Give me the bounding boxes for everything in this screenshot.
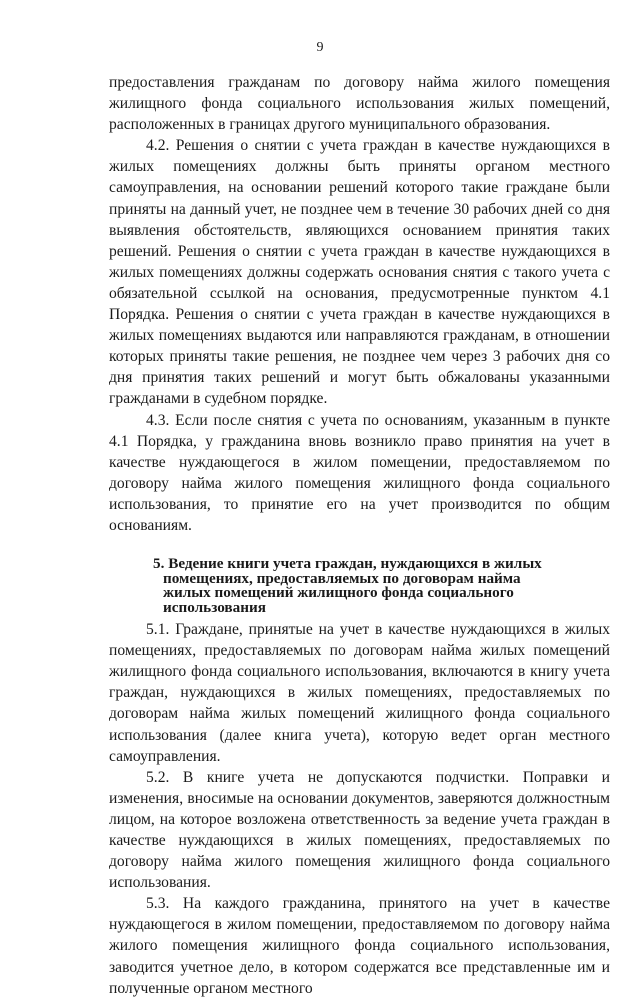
document-body — [109, 72, 610, 999]
paragraph-4-3: 4.3. Если после снятия с учета по основаниям, указанным в пункте 4.1 Порядка, у гражданина вновь возникло право принятия на учет в качестве нуждающегося в жилом помещении, предоставляемом по договору найма жилого помещения жилищного фонда социального использования, то принятие его на учет производится по общим основаниям. — [109, 411, 610, 534]
page-number: 9 — [316, 40, 324, 55]
section-5-heading: 5. Ведение книги учета граждан, нуждающихся в жилых помещениях, предоставляемых по договорам найма жилых помещений жилищного фонда социального использования — [153, 555, 542, 616]
paragraph-continuation: предоставления гражданам по договору найма жилого помещения жилищного фонда социального использования жилых помещений, расположенных в границах другого муниципального образования. — [109, 74, 610, 134]
paragraph-5-3: 5.3. На каждого гражданина, принятого на учет в качестве нуждающегося в жилом помещении, предоставляемом по договору найма жилого помещения жилищного фонда социального использования, заводится учетное дело, в котором содержатся все представленные им и полученные органом местного — [109, 895, 610, 997]
paragraph-5-2: 5.2. В книге учета не допускаются подчистки. Поправки и изменения, вносимые на основании документов, заверяются должностным лицом, на которое возложена ответственность за ведение учета граждан в качестве нуждающихся в жилых помещениях, предоставляемых по договору найма жилого помещения жилищного фонда социального использования. — [109, 768, 610, 892]
paragraph-5-1: 5.1. Граждане, принятые на учет в качестве нуждающихся в жилых помещениях, предоставляемых по договорам найма жилых помещений жилищного фонда социального использования, включаются в книгу учета граждан, нуждающихся в жилых помещениях, предоставляемых по договорам найма жилых помещений жилищного фонда социального использования (далее книга учета), которую ведет орган местного самоуправления. — [109, 621, 610, 765]
paragraph-4-2: 4.2. Решения о снятии с учета граждан в качестве нуждающихся в жилых помещениях должны быть приняты органом местного самоуправления, на основании решений которого такие граждане были приняты на данный учет, не позднее чем в течение 30 рабочих дней со дня выявления обстоятельств, являющихся основанием принятия таких решений. Решения о снятии с учета граждан в качестве нуждающихся в жилых помещениях должны содержать основания снятия с такого учета с обязательной ссылкой на основания, предусмотренные пунктом 4.1 Порядка. Решения о снятии с учета граждан в качестве нуждающихся в жилых помещениях выдаются или направляются гражданам, в отношении которых приняты такие решения, не позднее чем через 3 рабочих дня со дня принятия таких решений и могут быть обжалованы указанными гражданами в судебном порядке. — [109, 137, 610, 408]
